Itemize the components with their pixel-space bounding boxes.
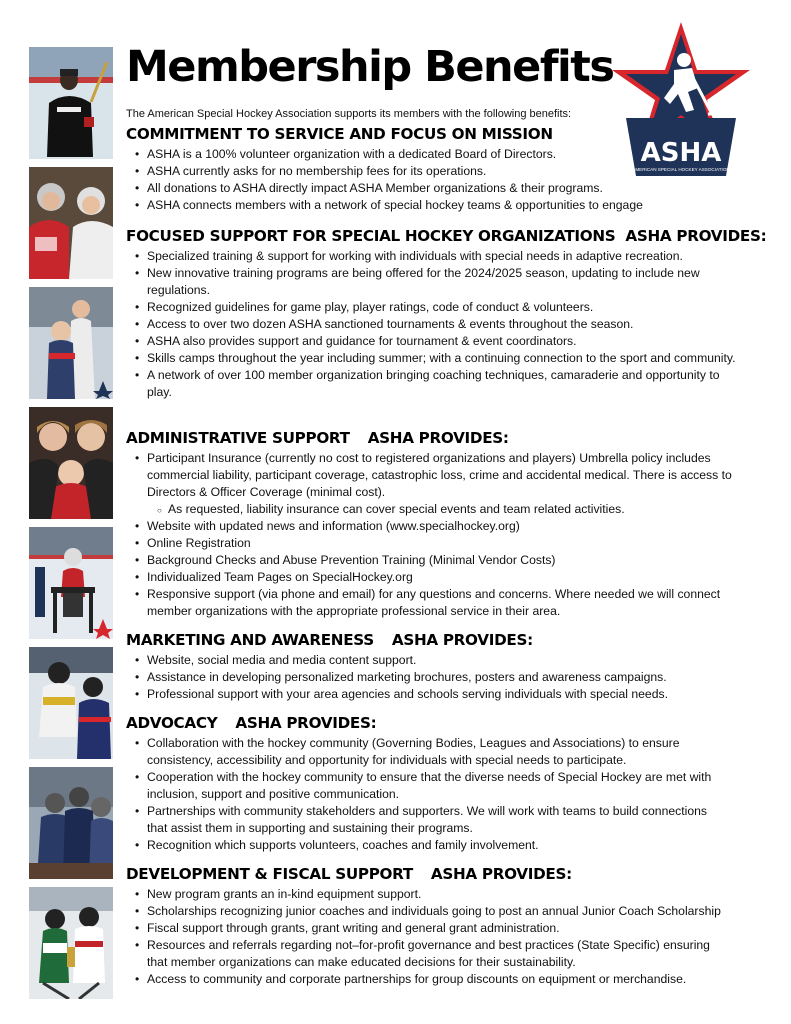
section-focused-support xyxy=(126,226,767,401)
bullet-list xyxy=(126,248,746,401)
section-heading xyxy=(126,713,726,733)
list-item: • ASHA also provides support and guidance for tournament & event coordinators. xyxy=(126,333,746,350)
section-development xyxy=(126,864,731,988)
section-title: ADMINISTRATIVE SUPPORT xyxy=(126,429,350,447)
list-item: • Assistance in developing personalized marketing brochures, posters and awareness campaigns. xyxy=(126,669,741,686)
bullet-list xyxy=(126,886,731,988)
section-heading: COMMITMENT TO SERVICE AND FOCUS ON MISSION xyxy=(126,125,553,143)
logo-wordmark: ASHA xyxy=(640,138,722,168)
section-heading: FOCUSED SUPPORT FOR SPECIAL HOCKEY ORGANIZATIONS ASHA PROVIDES: xyxy=(126,227,767,245)
photo-family-selfie xyxy=(29,407,113,519)
list-item: • Participant Insurance (currently no cost to registered organizations and players) Umbrella policy includes commercial liability, participant coverage, catastrophic loss, crime and accidental medical. There is access to Directors & Officer Coverage (minimal cost). xyxy=(126,450,738,501)
list-item: • Cooperation with the hockey community to ensure that the diverse needs of Special Hockey are met with inclusion, support and positive communication. xyxy=(126,769,726,803)
list-item: • A network of over 100 member organization bringing coaching techniques, camaraderie and opportunity to play. xyxy=(126,367,746,401)
bullet-list xyxy=(126,735,726,854)
list-item: • Individualized Team Pages on SpecialHockey.org xyxy=(126,569,738,586)
list-item: • Resources and referrals regarding not–for-profit governance and best practices (State Specific) ensuring that member organizations can make educated decisions for their sustainability. xyxy=(126,937,731,971)
photo-adaptive-skater xyxy=(29,527,113,639)
section-provides: ASHA PROVIDES: xyxy=(430,865,572,883)
list-item: • Responsive support (via phone and email) for any questions and concerns. Where needed we will connect member organizations with the appropriate professional service in their area. xyxy=(126,586,738,620)
list-item: • All donations to ASHA directly impact ASHA Member organizations & their programs. xyxy=(126,180,741,197)
list-item: • Partnerships with community stakeholders and supporters. We will work with teams to build connections that assist them in supporting and sustaining their programs. xyxy=(126,803,726,837)
page-title: Membership Benefits xyxy=(126,42,614,92)
list-item: • ASHA currently asks for no membership fees for its operations. xyxy=(126,163,741,180)
bullet-list xyxy=(126,652,741,703)
section-advocacy xyxy=(126,713,726,854)
sub-list-item: ○ As requested, liability insurance can cover special events and team related activities. xyxy=(126,501,738,518)
section-administrative xyxy=(126,428,738,620)
section-provides: ASHA PROVIDES: xyxy=(235,714,377,732)
list-item: • ASHA is a 100% volunteer organization with a dedicated Board of Directors. xyxy=(126,146,741,163)
photo-players-bench xyxy=(29,767,113,879)
list-item: • Fiscal support through grants, grant writing and general grant administration. xyxy=(126,920,731,937)
photo-player-black-hoodie xyxy=(29,47,113,159)
section-heading xyxy=(126,864,731,884)
list-item: • Recognition which supports volunteers, coaches and family involvement. xyxy=(126,837,726,854)
section-title: MARKETING AND AWARENESS xyxy=(126,631,374,649)
photo-kid-celebrating xyxy=(29,287,113,399)
list-item: • Recognized guidelines for game play, player ratings, code of conduct & volunteers. xyxy=(126,299,746,316)
list-item: • Website, social media and media content support. xyxy=(126,652,741,669)
list-item: • Background Checks and Abuse Prevention Training (Minimal Vendor Costs) xyxy=(126,552,738,569)
intro-text: The American Special Hockey Association supports its members with the following benefits: xyxy=(126,108,572,120)
section-commitment xyxy=(126,124,741,214)
section-heading xyxy=(126,428,738,448)
photo-kids-trophy xyxy=(29,887,113,999)
bullet-list xyxy=(126,450,738,620)
bullet-list xyxy=(126,146,741,214)
list-item: • Collaboration with the hockey community (Governing Bodies, Leagues and Associations) to ensure consistency, accessibility and opportunity for individuals with special needs to participate. xyxy=(126,735,726,769)
section-heading xyxy=(126,630,741,650)
photo-players-game xyxy=(29,647,113,759)
list-item: • Access to over two dozen ASHA sanctioned tournaments & events throughout the season. xyxy=(126,316,746,333)
section-provides: ASHA PROVIDES: xyxy=(367,429,509,447)
section-title: ADVOCACY xyxy=(126,714,218,732)
section-marketing xyxy=(126,630,741,703)
section-title: DEVELOPMENT & FISCAL SUPPORT xyxy=(126,865,413,883)
list-item: • ASHA connects members with a network of special hockey teams & opportunities to engage xyxy=(126,197,741,214)
section-provides: ASHA PROVIDES: xyxy=(391,631,533,649)
list-item: • New innovative training programs are being offered for the 2024/2025 season, updating to include new regulations. xyxy=(126,265,746,299)
list-item: • Specialized training & support for working with individuals with special needs in adaptive recreation. xyxy=(126,248,746,265)
list-item: • Website with updated news and information (www.specialhockey.org) xyxy=(126,518,738,535)
logo-subtext: AMERICAN SPECIAL HOCKEY ASSOCIATION xyxy=(632,167,730,172)
list-item: • Online Registration xyxy=(126,535,738,552)
list-item: • Professional support with your area agencies and schools serving individuals with special needs. xyxy=(126,686,741,703)
photo-two-players-helmets xyxy=(29,167,113,279)
list-item: • Scholarships recognizing junior coaches and individuals going to post an annual Junior Coach Scholarship xyxy=(126,903,731,920)
list-item: • New program grants an in-kind equipment support. xyxy=(126,886,731,903)
list-item: • Access to community and corporate partnerships for group discounts on equipment or merchandise. xyxy=(126,971,731,988)
list-item: • Skills camps throughout the year including summer; with a continuing connection to the sport and community. xyxy=(126,350,746,367)
